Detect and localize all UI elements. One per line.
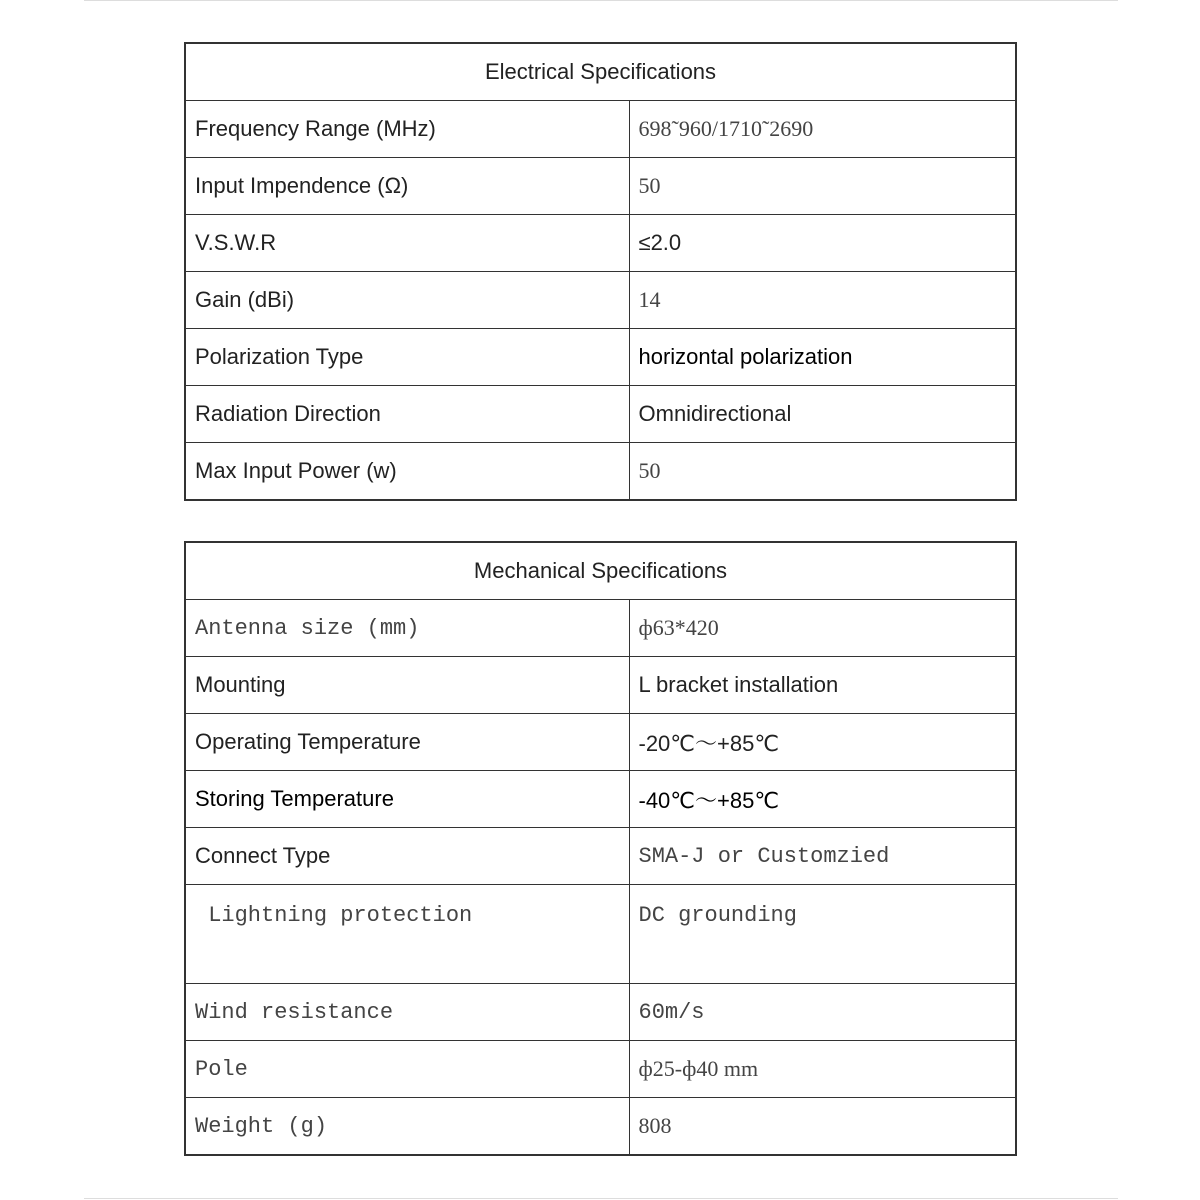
top-divider <box>84 0 1118 1</box>
spec-value: Omnidirectional <box>629 386 1016 443</box>
spec-label: Mounting <box>185 657 629 714</box>
table-row <box>185 657 1016 714</box>
mechanical-specifications-table <box>184 541 1017 1156</box>
spec-value: ф63*420 <box>629 600 1016 657</box>
spec-value: 698˜960/1710˜2690 <box>629 101 1016 158</box>
spec-label: Lightning protection <box>185 885 629 984</box>
spec-value: DC grounding <box>629 885 1016 984</box>
spec-label: Connect Type <box>185 828 629 885</box>
table-row <box>185 714 1016 771</box>
spec-label: Frequency Range (MHz) <box>185 101 629 158</box>
spec-value: 14 <box>629 272 1016 329</box>
table-row <box>185 158 1016 215</box>
spec-label: Operating Temperature <box>185 714 629 771</box>
spec-label: Antenna size (mm) <box>185 600 629 657</box>
table-row <box>185 984 1016 1041</box>
table-row <box>185 771 1016 828</box>
spec-label: Weight (g) <box>185 1098 629 1156</box>
spec-label: Input Impendence (Ω) <box>185 158 629 215</box>
spec-label: Gain (dBi) <box>185 272 629 329</box>
spec-value: -40℃～+85℃ <box>629 771 1016 828</box>
table-row <box>185 1041 1016 1098</box>
spec-value: ≤2.0 <box>629 215 1016 272</box>
table-row <box>185 885 1016 984</box>
table-row <box>185 215 1016 272</box>
spec-value: 50 <box>629 158 1016 215</box>
spec-label: V.S.W.R <box>185 215 629 272</box>
bottom-divider <box>84 1198 1118 1199</box>
spec-value: 808 <box>629 1098 1016 1156</box>
spec-label: Wind resistance <box>185 984 629 1041</box>
spec-value: L bracket installation <box>629 657 1016 714</box>
table-row <box>185 272 1016 329</box>
spec-value: horizontal polarization <box>629 329 1016 386</box>
table-row <box>185 600 1016 657</box>
table-row <box>185 443 1016 501</box>
spec-label: Max Input Power (w) <box>185 443 629 501</box>
table-row <box>185 329 1016 386</box>
table-row <box>185 386 1016 443</box>
spec-value: 60m/s <box>629 984 1016 1041</box>
table-row <box>185 1098 1016 1156</box>
spec-value: ф25-ф40 mm <box>629 1041 1016 1098</box>
table-title: Electrical Specifications <box>185 43 1016 101</box>
spec-value: SMA-J or Customzied <box>629 828 1016 885</box>
table-row <box>185 828 1016 885</box>
electrical-specifications-table <box>184 42 1017 501</box>
table-row <box>185 101 1016 158</box>
spec-label: Polarization Type <box>185 329 629 386</box>
spec-label: Storing Temperature <box>185 771 629 828</box>
spec-label: Radiation Direction <box>185 386 629 443</box>
spec-value: -20℃～+85℃ <box>629 714 1016 771</box>
spec-label: Pole <box>185 1041 629 1098</box>
table-title: Mechanical Specifications <box>185 542 1016 600</box>
spec-value: 50 <box>629 443 1016 501</box>
